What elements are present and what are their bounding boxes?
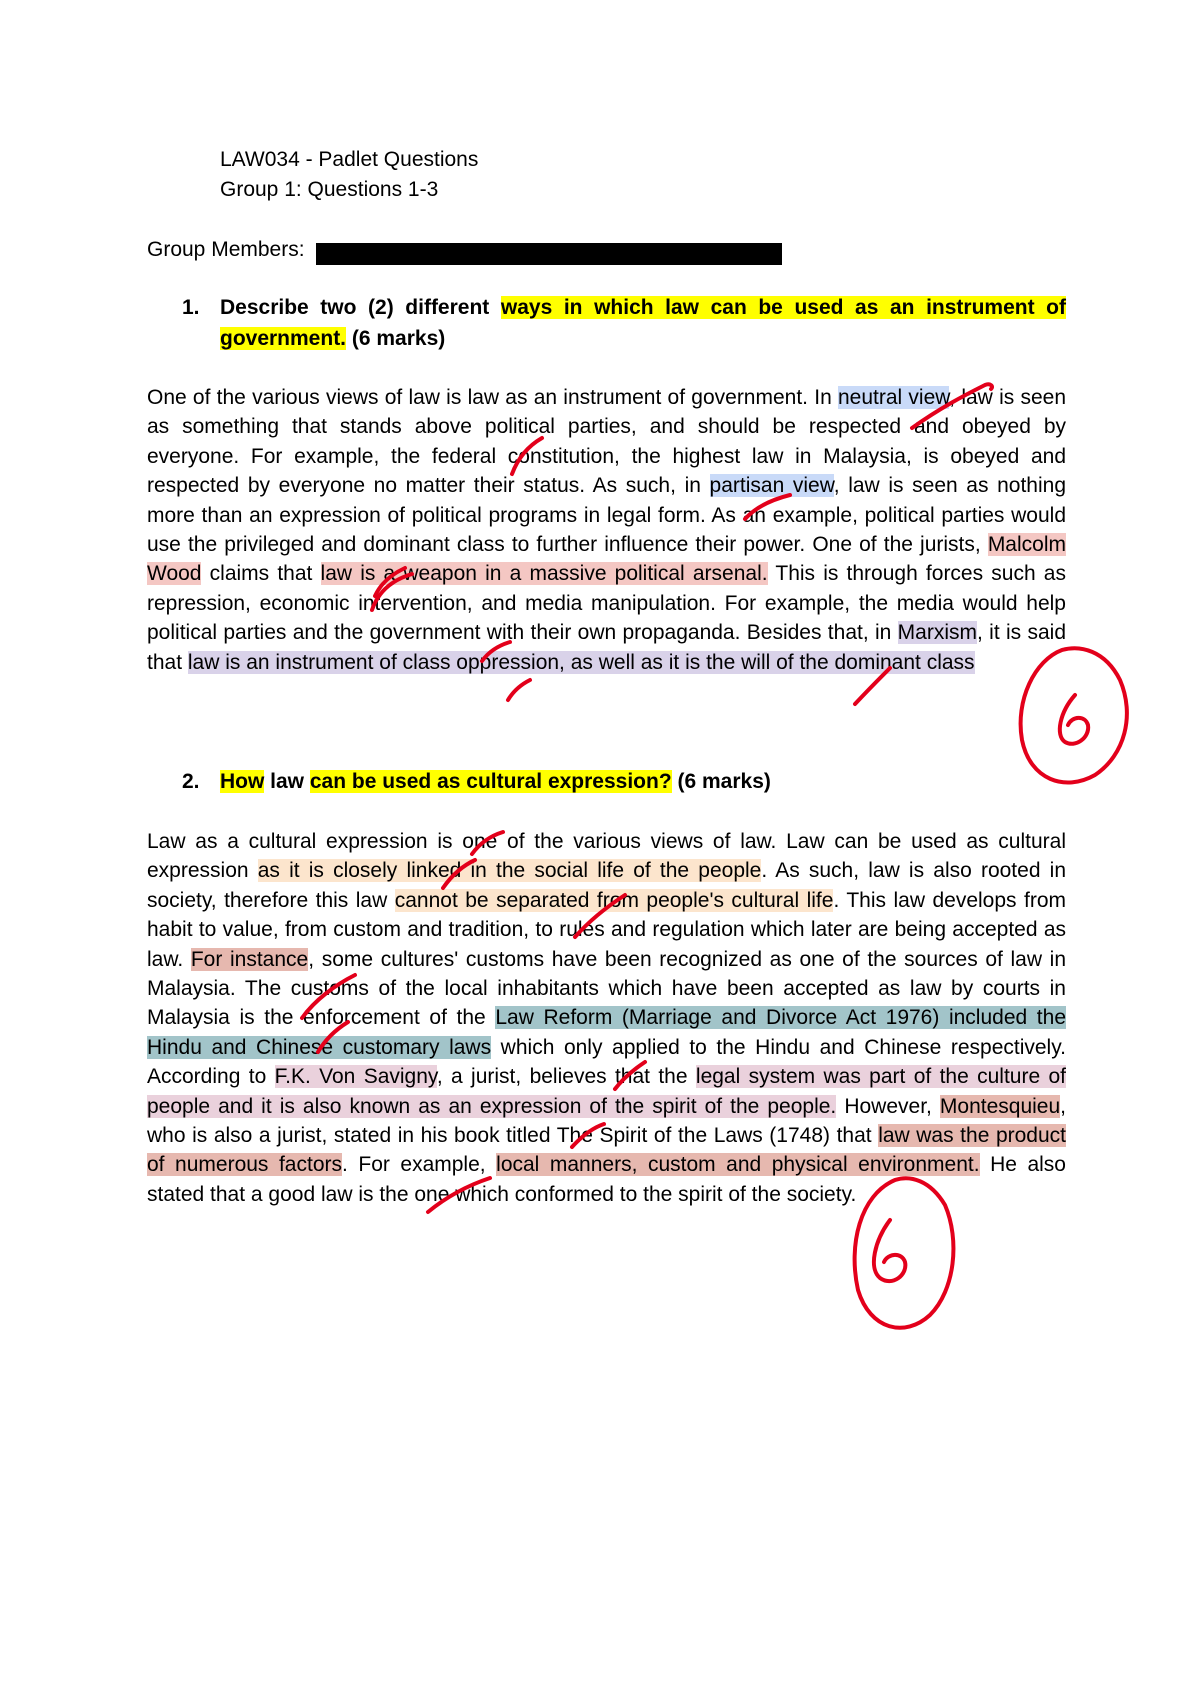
redacted-names-bar [316, 243, 782, 265]
answer-2-text: , who is also a jurist, stated in his book titled The Spirit of the Laws (1748) that [147, 1094, 1066, 1148]
course-title: LAW034 - Padlet Questions [220, 148, 479, 171]
highlight-weapon: law is a weapon in a massive political arsenal. [320, 562, 768, 586]
highlight-partisan-view: partisan view [709, 474, 834, 498]
answer-1-paragraph [147, 383, 1066, 677]
highlight-local-manners: local manners, custom and physical environment. [496, 1153, 980, 1177]
highlight-savigny: F.K. Von Savigny [274, 1065, 437, 1089]
grade-digit-six [874, 1220, 905, 1281]
answer-2-text: which only applied to the Hindu and Chinese respectively. According to [147, 1035, 1066, 1089]
highlight-marxism: Marxism [897, 621, 977, 645]
highlight-numerous-factors: law was the product of numerous factors [147, 1124, 1066, 1177]
highlight-law-reform: Law Reform (Marriage and Divorce Act 1976) included the Hindu and Chinese customary laws [147, 1006, 1066, 1059]
answer-1-text: claims that [201, 562, 321, 586]
answer-2-text: Law as a cultural expression is one of the various views of law. Law can be used as cultural expression [147, 830, 1066, 883]
question-2-part: law [264, 770, 310, 793]
question-1-text [220, 292, 1066, 354]
group-title: Group 1: Questions 1-3 [220, 178, 439, 201]
highlight-class-oppression: law is an instrument of class oppression, as well as it is the will of the dominant class [187, 650, 975, 674]
answer-2-text: . For example, [342, 1153, 497, 1177]
answer-2-text: , some cultures' customs have been recognized as one of the sources of law in Malaysia. The customs of the local inhabitants which have been accepted as law by courts in Malaysia is the enforcement of the [147, 947, 1066, 1030]
answer-2-text: However, [836, 1094, 940, 1118]
highlight-for-instance: For instance [190, 947, 309, 971]
highlight-malcolm-wood: Malcolm Wood [147, 533, 1066, 586]
answer-2-text: , a jurist, believes that the [436, 1065, 696, 1089]
question-2 [182, 766, 1066, 797]
question-1-marks: (6 marks) [346, 327, 446, 350]
highlight-social-life: as it is closely linked in the social life of the people [257, 859, 762, 883]
answer-2-paragraph [147, 827, 1066, 1209]
answer-1-text: , law is seen as something that stands above political parties, and should be respected and obeyed by everyone. For example, the federal constitution, the highest law in Malaysia, is obeyed and respected by everyone no matter their status. As such, in [147, 386, 1066, 498]
highlight-neutral-view: neutral view [837, 386, 950, 409]
question-2-number: 2. [182, 770, 200, 793]
answer-1-text: This is through forces such as repression, economic intervention, and media manipulation. For example, the media would help political parties and the government with their own propaganda. Besides that, in [147, 562, 1066, 645]
highlight-cultural-life: cannot be separated from people's cultural life [394, 888, 834, 912]
question-2-highlight: How [220, 770, 265, 793]
grade-digit-six [1060, 695, 1088, 744]
answer-2-text: He also stated that a good law is the one which conformed to the spirit of the society. [147, 1153, 1066, 1206]
answer-1-text: In [808, 386, 838, 409]
question-2-marks: (6 marks) [671, 770, 771, 793]
answer-2-text: . This law develops from habit to value, from custom and tradition, to rules and regulation which later are being accepted as law. [147, 888, 1066, 971]
tick-mark [508, 680, 530, 700]
question-1-highlight: ways in which law can be used as an instrument of government. [220, 296, 1066, 350]
highlight-legal-system: legal system was part of the culture of people and it is also known as an expression of the spirit of the people. [147, 1065, 1067, 1118]
question-1 [182, 292, 1066, 354]
question-2-highlight: can be used as cultural expression? [309, 770, 672, 793]
answer-1-text: One of the various views of law is law as an instrument of government. [147, 386, 809, 409]
answer-1-text: , it is said that [147, 621, 1066, 674]
highlight-montesquieu: Montesquieu [939, 1094, 1061, 1118]
answer-2-text: . As such, law is also rooted in society, therefore this law [147, 859, 1067, 912]
group-members-label: Group Members: [147, 238, 305, 261]
answer-1-text: , law is seen as nothing more than an expression of political programs in legal form. As an example, political parties would use the privileged and dominant class to further influence their power. One of the jurists, [147, 474, 1067, 557]
question-2-text [220, 766, 1066, 797]
question-1-number: 1. [182, 296, 200, 319]
question-1-part: Describe two (2) different [220, 296, 501, 319]
